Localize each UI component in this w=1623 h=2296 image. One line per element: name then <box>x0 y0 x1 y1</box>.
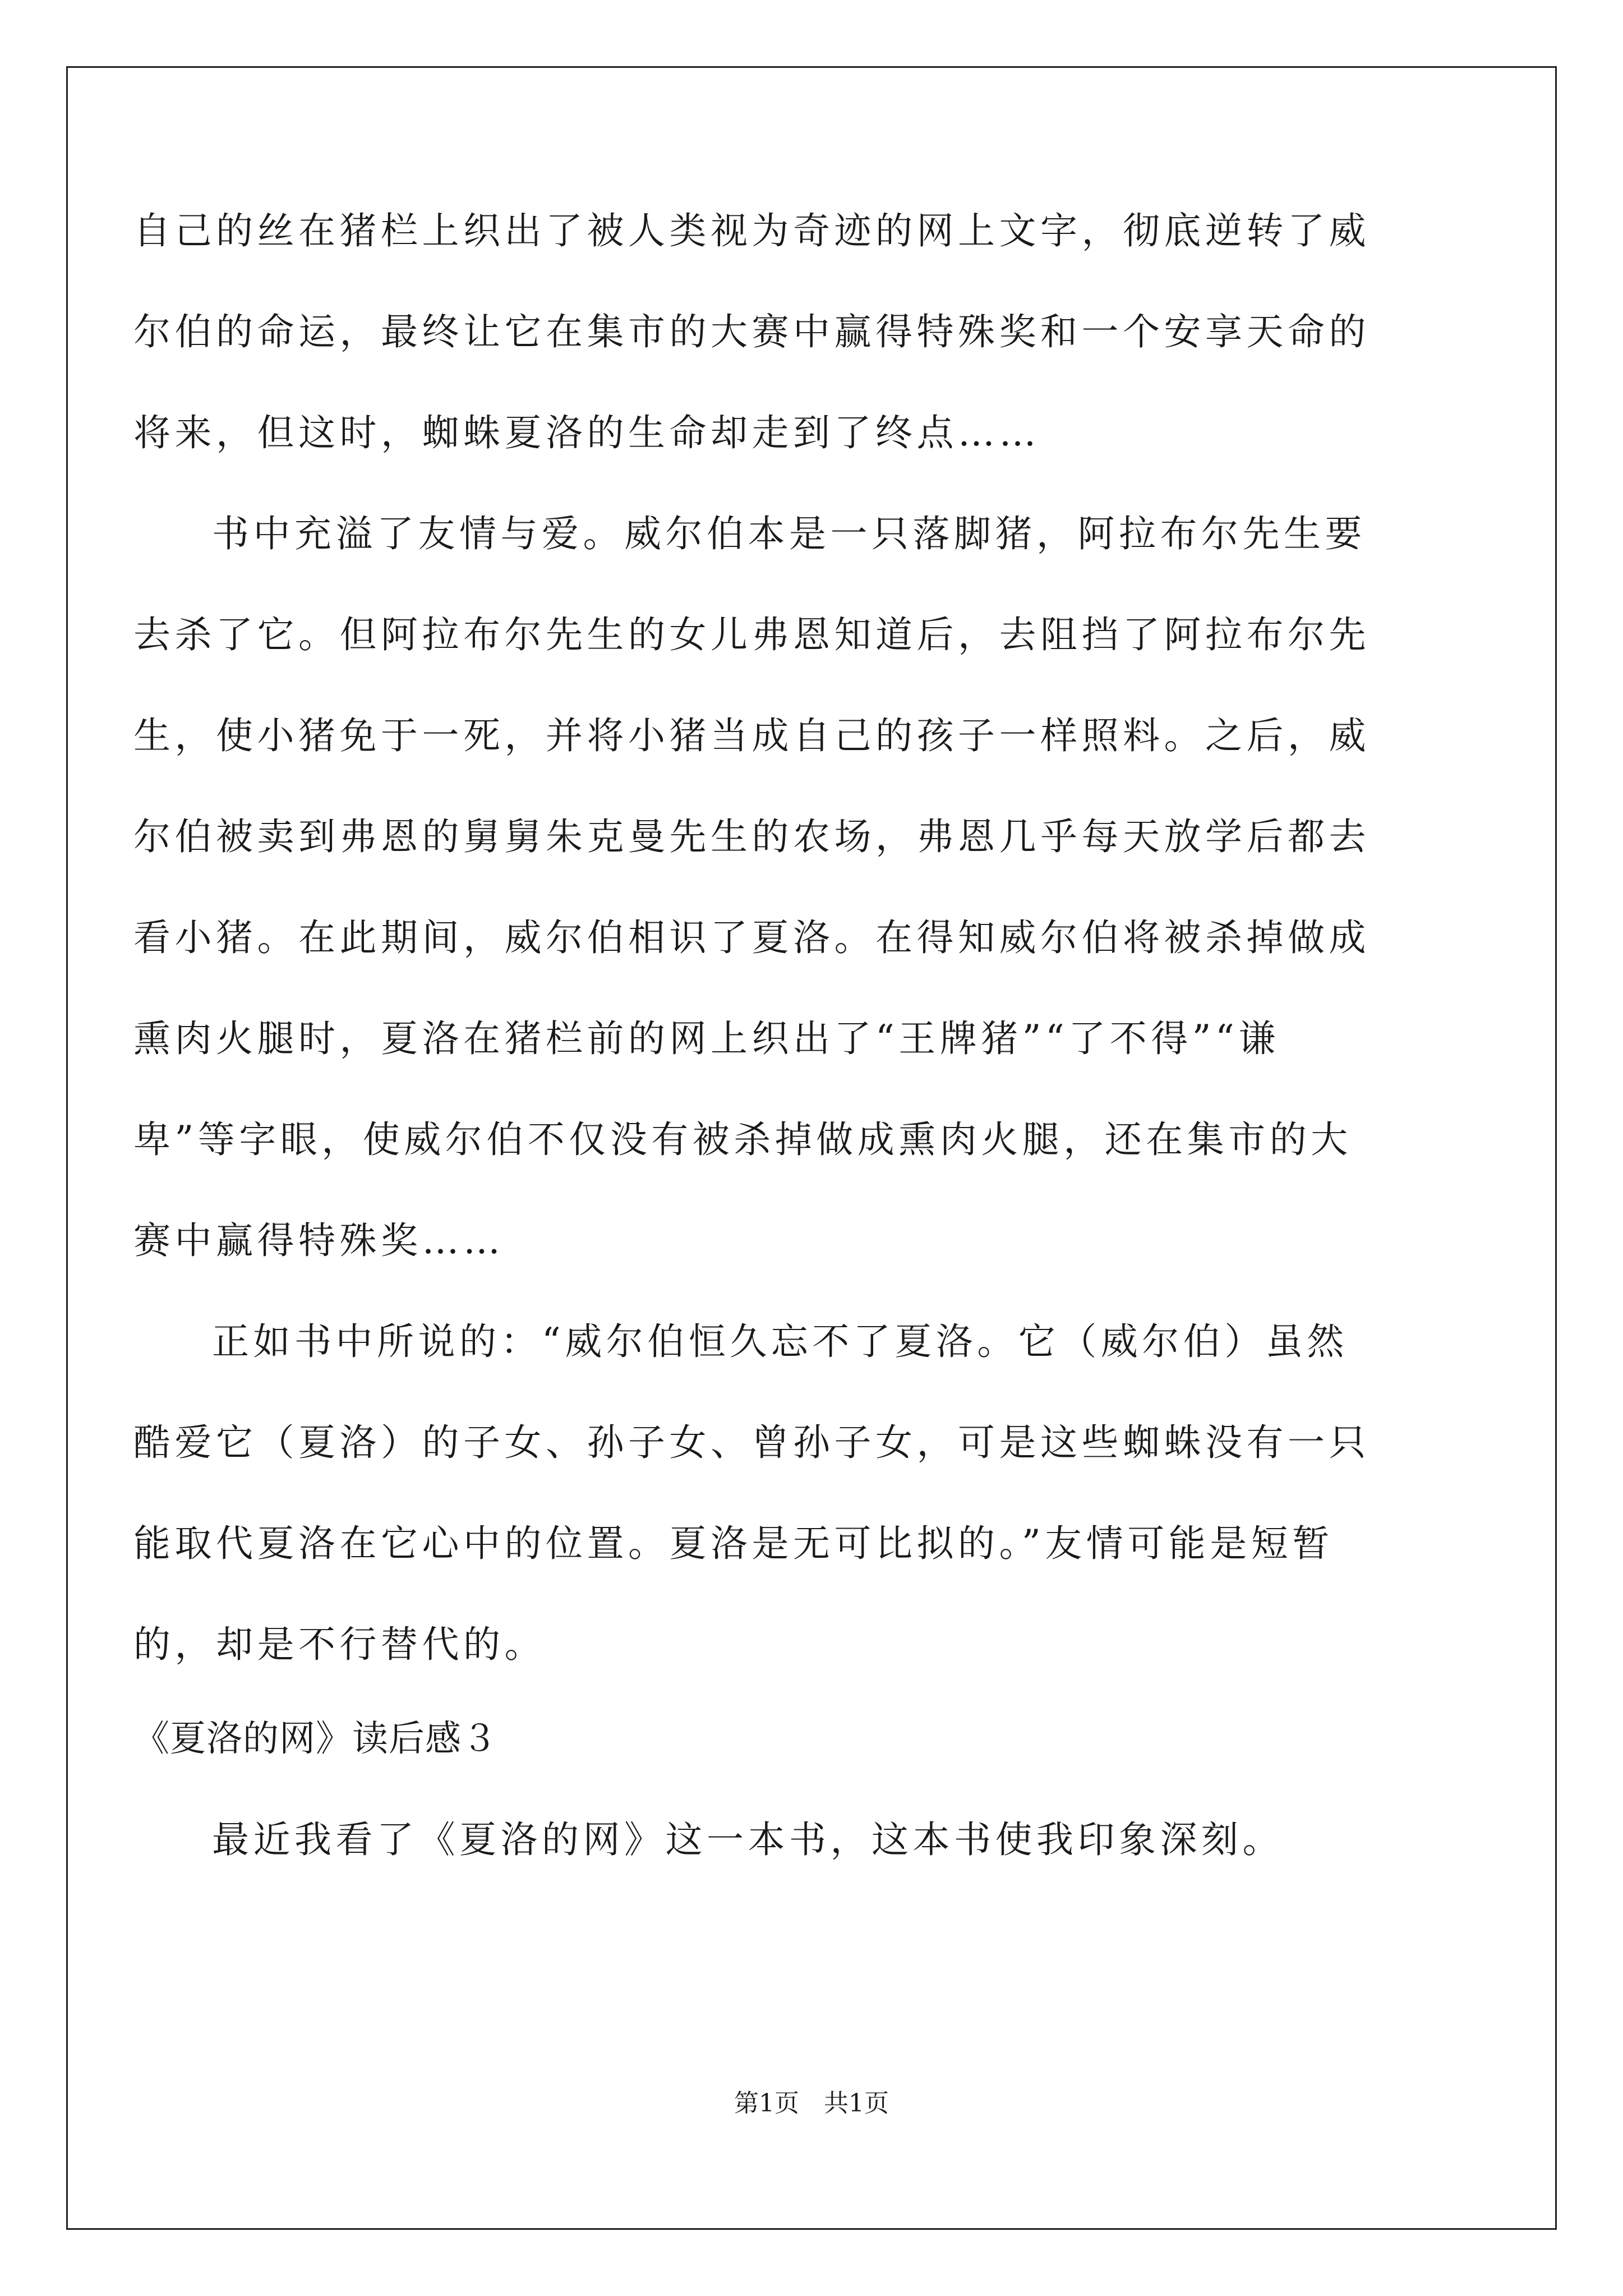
paragraph-line: 尔伯的命运，最终让它在集市的大赛中赢得特殊奖和一个安享天命的 <box>133 310 1370 353</box>
paragraph-line: 赛中赢得特殊奖…… <box>133 1219 505 1262</box>
paragraph-line: 将来，但这时，蜘蛛夏洛的生命却走到了终点…… <box>133 411 1040 454</box>
paragraph-line: 卑”等字眼，使威尔伯不仅没有被杀掉做成熏肉火腿，还在集市的大 <box>133 1118 1352 1161</box>
paragraph-line: 熏肉火腿时，夏洛在猪栏前的网上织出了“王牌猪”“了不得”“谦 <box>133 1017 1280 1060</box>
paragraph-line: 的，却是不行替代的。 <box>133 1623 546 1666</box>
section-heading: 《夏洛的网》读后感３ <box>133 1718 498 1760</box>
paragraph-line: 尔伯被卖到弗恩的舅舅朱克曼先生的农场，弗恩几乎每天放学后都去 <box>133 815 1370 858</box>
paragraph-line: 看小猪。在此期间，威尔伯相识了夏洛。在得知威尔伯将被杀掉做成 <box>133 916 1370 959</box>
paragraph-line: 酷爱它（夏洛）的子女、孙子女、曾孙子女，可是这些蜘蛛没有一只 <box>133 1421 1370 1464</box>
paragraph-line: 去杀了它。但阿拉布尔先生的女儿弗恩知道后，去阻挡了阿拉布尔先 <box>133 613 1370 656</box>
page-number-footer: 第1页 共1页 <box>734 2089 889 2118</box>
paragraph-line: 自己的丝在猪栏上织出了被人类视为奇迹的网上文字，彻底逆转了威 <box>133 209 1370 252</box>
paragraph-line: 能取代夏洛在它心中的位置。夏洛是无可比拟的。”友情可能是短暂 <box>133 1522 1334 1565</box>
paragraph-line: 书中充溢了友情与爱。威尔伯本是一只落脚猪，阿拉布尔先生要 <box>212 512 1366 555</box>
paragraph-line: 最近我看了《夏洛的网》这一本书，这本书使我印象深刻。 <box>212 1818 1284 1861</box>
paragraph-line: 正如书中所说的：“威尔伯恒久忘不了夏洛。它（威尔伯）虽然 <box>212 1320 1348 1363</box>
paragraph-line: 生，使小猪免于一死，并将小猪当成自己的孩子一样照料。之后，威 <box>133 714 1370 757</box>
